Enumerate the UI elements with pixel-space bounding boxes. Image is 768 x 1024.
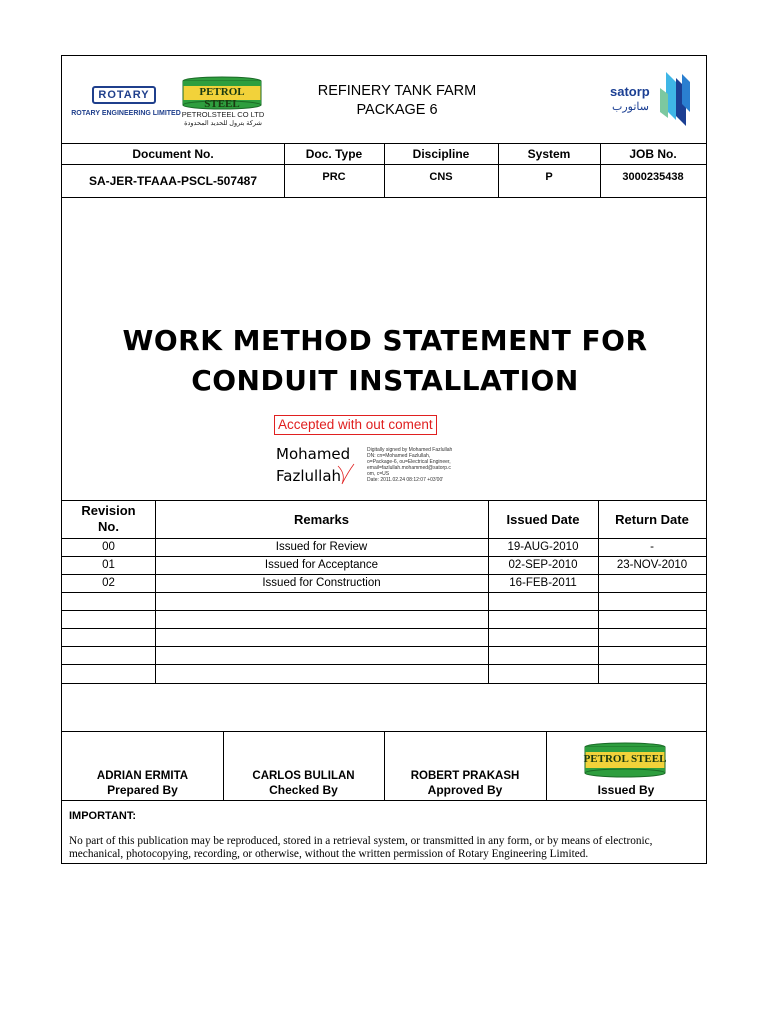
copyright-notice-line1: No part of this publication may be reproduced, stored in a retrieval system, or transmitted in any form, or by means of electronic, (69, 835, 653, 847)
revision-number: 01 (102, 559, 115, 571)
issuer-logo (583, 742, 667, 778)
revision-issued-date: 16-FEB-2011 (509, 577, 577, 589)
satorp-name-arabic: ساتورب (612, 101, 649, 113)
acceptance-stamp: Accepted with out coment (274, 415, 437, 435)
revision-remarks: Issued for Acceptance (264, 559, 379, 571)
rotary-logo-badge (92, 86, 156, 104)
petrolsteel-logo (178, 76, 268, 132)
revision-remarks: Issued for Construction (262, 577, 381, 589)
doc-number-value: SA-JER-TFAAA-PSCL-507487 (88, 173, 258, 188)
prepared-by-name: ADRIAN ERMITA (96, 770, 189, 782)
signature-name-line1: Mohamed (276, 445, 351, 463)
petrolsteel-company-name: PETROLSTEEL CO LTD (181, 110, 265, 119)
copyright-notice-line2: mechanical, photocopying, recording, or otherwise, without the written permission of Rotary Engineering Limited. (69, 848, 589, 860)
doc-type-value: PRC (322, 171, 346, 183)
system-value: P (545, 171, 553, 183)
important-heading: IMPORTANT: (69, 810, 137, 822)
rotary-company-name: ROTARY ENGINEERING LIMITED (71, 110, 181, 117)
document-frame (61, 55, 707, 864)
signature-checkmark-icon (336, 462, 356, 486)
discipline-header: Discipline (412, 146, 470, 161)
remarks-header: Remarks (294, 511, 349, 527)
project-title-line1: REFINERY TANK FARM (317, 83, 477, 99)
issuer-logo-text: PETROL STEEL (583, 753, 667, 765)
doc-number-header: Document No. (132, 146, 214, 161)
issued-date-header: Issued Date (506, 511, 580, 527)
return-date-header: Return Date (615, 511, 689, 527)
satorp-name: satorp (610, 84, 650, 99)
signature-detail-line: DN: cn=Mohamed Fazlullah, (367, 453, 431, 459)
job-number-value: 3000235438 (622, 171, 684, 183)
project-title (262, 82, 532, 120)
discipline-value: CNS (429, 171, 453, 183)
petrolsteel-company-name-arabic: شركة بترول للحديد المحدودة (184, 120, 262, 127)
approved-by-name: ROBERT PRAKASH (410, 770, 520, 782)
copyright-notice (69, 835, 701, 861)
signature-detail-line: o=Package-6, ou=Electrical Engineer, (367, 459, 451, 465)
signature-detail-line: om, c=US (367, 471, 390, 477)
signature-detail-line: Digitally signed by Mohamed Fazlullah (367, 447, 453, 453)
approved-by-label: Approved By (427, 783, 503, 797)
revision-issued-date: 02-SEP-2010 (508, 559, 578, 571)
signature-details (367, 447, 462, 483)
satorp-logo (602, 68, 702, 134)
job-number-header: JOB No. (629, 146, 677, 161)
revision-return-date: - (650, 541, 654, 553)
doc-type-header: Doc. Type (305, 146, 363, 161)
revision-number-header (62, 500, 155, 538)
rotary-logo-text: ROTARY (98, 89, 150, 101)
revision-header-line2: No. (98, 519, 119, 534)
issued-by-label: Issued By (597, 783, 655, 797)
signature-detail-line: email=fazlullah.mohammed@satorp.c (367, 465, 451, 471)
digital-signature (276, 444, 456, 490)
petrolsteel-logo-text: PETROL STEEL (199, 86, 245, 110)
signature-detail-line: Date: 2011.02.24 08:12:07 +03'00' (367, 477, 444, 483)
checked-by-label: Checked By (269, 783, 338, 797)
satorp-emblem-icon (660, 68, 694, 128)
document-title-line2: CONDUIT INSTALLATION (191, 364, 579, 397)
system-header: System (527, 146, 571, 161)
signature-name-line2: Fazlullah (276, 467, 342, 485)
revision-header-line1: Revision (81, 503, 136, 518)
prepared-by-label: Prepared By (107, 783, 178, 797)
project-title-line2: PACKAGE 6 (356, 102, 438, 118)
revision-return-date (598, 574, 706, 592)
document-title-line1: WORK METHOD STATEMENT FOR (122, 324, 648, 357)
revision-return-date: 23-NOV-2010 (616, 559, 688, 571)
revision-number: 00 (102, 541, 115, 553)
rotary-logo (70, 84, 180, 124)
checked-by-name: CARLOS BULILAN (252, 770, 355, 782)
revision-issued-date: 19-AUG-2010 (507, 541, 579, 553)
revision-number: 02 (102, 577, 115, 589)
revision-remarks: Issued for Review (275, 541, 368, 553)
